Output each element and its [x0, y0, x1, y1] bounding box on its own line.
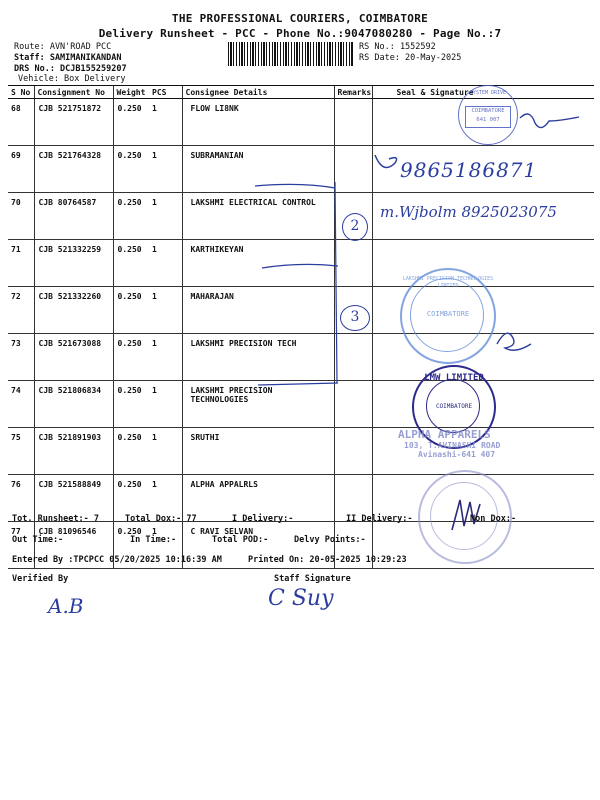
row-consignment-no: CJB 81096546	[34, 522, 113, 569]
remark-circle-3: 3	[340, 305, 370, 331]
verified-signature: A.B	[48, 594, 84, 618]
row-consignment-no: CJB 521806834	[34, 381, 113, 428]
row-weight: 0.250	[113, 287, 149, 334]
out-time: Out Time:-	[12, 535, 64, 545]
stamp-coimbatore-inner: COIMBATORE 641 007	[465, 106, 511, 128]
row-consignee: SRUTHI	[182, 428, 334, 475]
row-pcs: 1	[149, 428, 182, 475]
row-consignment-no: CJB 521764328	[34, 146, 113, 193]
stamp-coimbatore-outer: SYSTEM DRIVE	[469, 90, 507, 96]
row-pcs: 1	[149, 287, 182, 334]
row-sno: 77	[8, 522, 34, 569]
row-consignment-no: CJB 521751872	[34, 99, 113, 146]
row-pcs: 1	[149, 193, 182, 240]
col-sno: S No	[8, 86, 34, 99]
row-consignment-no: CJB 521588849	[34, 475, 113, 522]
row-consignment-no: CJB 521891903	[34, 428, 113, 475]
total-dox: Total Dox:- 77	[125, 514, 197, 524]
col-consignment: Consignment No	[34, 86, 113, 99]
col-weight: Weight	[113, 86, 149, 99]
col-remarks: Remarks	[334, 86, 372, 99]
stamp-lakshmi	[400, 268, 496, 364]
staff-signature-label: Staff Signature	[274, 574, 351, 584]
row-sno: 71	[8, 240, 34, 287]
drs-label: DRS No.: DCJB155259207	[14, 64, 127, 74]
rs-no: RS No.: 1552592	[359, 42, 436, 52]
stamp-lmw-inner: COIMBATORE	[435, 403, 473, 410]
runsheet-subtitle: Delivery Runsheet - PCC - Phone No.:9047080280 - Page No.:7	[98, 27, 502, 40]
stamp-alpha-line1: ALPHA APPARELS	[398, 428, 491, 441]
stamp-alpha	[398, 428, 548, 459]
stamp-alpha-line3: Avinashi-641 407	[418, 450, 496, 459]
delvy-points: Delvy Points:-	[294, 535, 366, 545]
row-consignee: SUBRAMANIAN	[182, 146, 334, 193]
vehicle-label: Vehicle: Box Delivery	[18, 74, 126, 84]
verified-by-label: Verified By	[12, 574, 69, 584]
row-weight: 0.250	[113, 334, 149, 381]
non-dox: Non Dox:-	[470, 514, 517, 524]
row-sno: 70	[8, 193, 34, 240]
stamp-lakshmi-inner: COIMBATORE	[426, 310, 470, 318]
row-sno: 74	[8, 381, 34, 428]
row-consignee: LAKSHMI PRECISION TECHNOLOGIES	[182, 381, 334, 428]
col-consignee: Consignee Details	[182, 86, 334, 99]
rs-date: RS Date: 20-May-2025	[359, 53, 462, 63]
row-sno: 69	[8, 146, 34, 193]
row-pcs: 1	[149, 334, 182, 381]
row-weight: 0.250	[113, 193, 149, 240]
row-weight: 0.250	[113, 475, 149, 522]
row-pcs: 1	[149, 99, 182, 146]
row-sno: 76	[8, 475, 34, 522]
row-weight: 0.250	[113, 99, 149, 146]
row-consignment-no: CJB 521332260	[34, 287, 113, 334]
row-pcs: 1	[149, 381, 182, 428]
row-consignee: LAKSHMI ELECTRICAL CONTROL	[182, 193, 334, 240]
row-consignee: KARTHIKEYAN	[182, 240, 334, 287]
row-weight: 0.250	[113, 428, 149, 475]
row-sno: 73	[8, 334, 34, 381]
staff-signature: C Suy	[268, 586, 334, 611]
row-consignment-no: CJB 521332259	[34, 240, 113, 287]
company-title: THE PROFESSIONAL COURIERS, COIMBATORE	[171, 12, 429, 25]
row-sno: 72	[8, 287, 34, 334]
i-delivery: I Delivery:-	[232, 514, 294, 524]
row-consignee: ALPHA APPALRLS	[182, 475, 334, 522]
stamp-lakshmi-outer: LAKSHMI PRECISION TECHNOLOGIES LIMITED	[402, 276, 494, 289]
handwritten-phone-2: m.Wjbolm 8925023075	[380, 203, 557, 221]
row-pcs: 1	[149, 475, 182, 522]
row-weight: 0.250	[113, 146, 149, 193]
row-weight: 0.250	[113, 381, 149, 428]
staff-label: Staff: SAMIMANIKANDAN	[14, 53, 122, 63]
stamp-coimbatore	[458, 85, 518, 145]
entered-by: Entered By :TPCPCC 05/20/2025 10:16:39 AM	[12, 555, 222, 565]
stamp-alpha-line2: 103, T.AVINASHI ROAD	[404, 441, 501, 450]
route-label: Route: AVN'ROAD PCC	[14, 42, 112, 52]
row-weight: 0.250	[113, 240, 149, 287]
col-seal: Seal & Signature	[372, 86, 594, 99]
row-pcs: 1	[149, 240, 182, 287]
printed-on: Printed On: 20-05-2025 10:29:23	[248, 555, 407, 565]
in-time: In Time:-	[130, 535, 177, 545]
handwritten-phone-1: 9865186871	[400, 158, 538, 182]
row-consignment-no: CJB 521673088	[34, 334, 113, 381]
ii-delivery: II Delivery:-	[346, 514, 413, 524]
total-pod: Total POD:-	[212, 535, 269, 545]
row-consignee: MAHARAJAN	[182, 287, 334, 334]
stamp-lmw-outer: LMW LIMITED	[424, 373, 484, 383]
row-consignment-no: CJB 80764587	[34, 193, 113, 240]
row-weight: 0.250	[113, 522, 149, 569]
row-consignee: FLOW LI8NK	[182, 99, 334, 146]
remark-circle-2: 2	[342, 213, 368, 241]
row-pcs: 1	[149, 146, 182, 193]
row-consignee: C RAVI SELVAN	[182, 522, 334, 569]
row-sno: 75	[8, 428, 34, 475]
row-consignee: LAKSHMI PRECISION TECH	[182, 334, 334, 381]
row-pcs: 1	[149, 522, 182, 569]
tot-runsheet: Tot. Runsheet:- 7	[12, 514, 99, 524]
row-sno: 68	[8, 99, 34, 146]
col-pcs: PCS	[149, 86, 182, 99]
